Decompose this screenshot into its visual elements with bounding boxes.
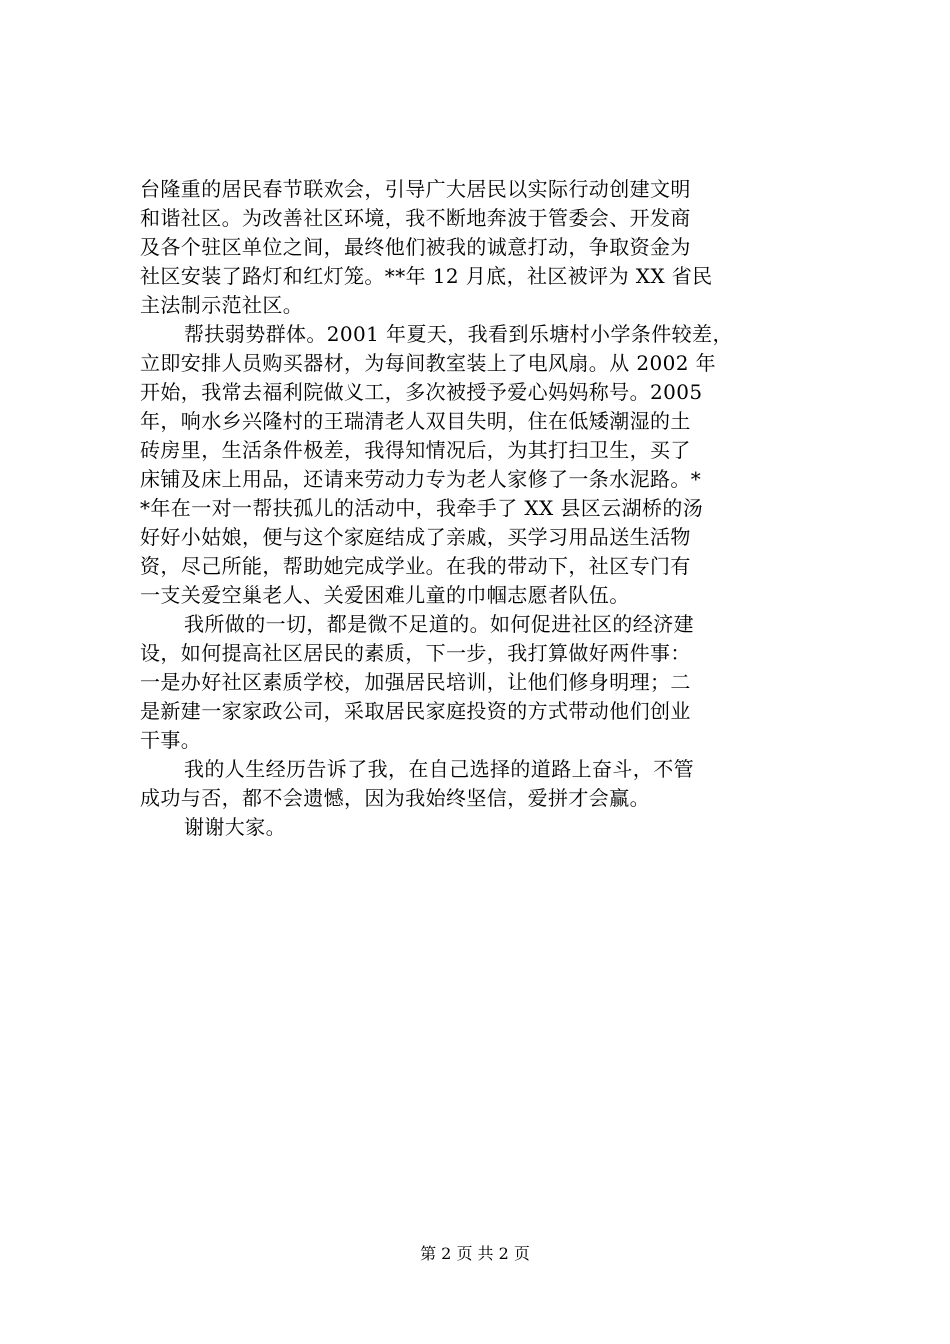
document-body	[140, 175, 840, 842]
text-line: 社区安装了路灯和红灯笼。**年 12 月底，社区被评为 XX 省民	[140, 264, 713, 288]
text-line: 床铺及床上用品，还请来劳动力专为老人家修了一条水泥路。*	[140, 467, 702, 491]
text-line: 干事。	[140, 728, 202, 752]
paragraph-start-line: 我的人生经历告诉了我，在自己选择的道路上奋斗，不管	[184, 757, 694, 781]
text-line: 砖房里，生活条件极差，我得知情况后，为其打扫卫生，买了	[140, 438, 691, 462]
text-line: 开始，我常去福利院做义工，多次被授予爱心妈妈称号。2005	[140, 380, 703, 404]
text-line: *年在一对一帮扶孤儿的活动中，我牵手了 XX 县区云湖桥的汤	[140, 496, 704, 520]
text-line: 资，尽己所能，帮助她完成学业。在我的带动下，社区专门有	[140, 554, 691, 578]
text-line: 好好小姑娘，便与这个家庭结成了亲戚，买学习用品送生活物	[140, 525, 691, 549]
paragraph-start-line: 帮扶弱势群体。2001 年夏天，我看到乐塘村小学条件较差，	[184, 322, 733, 346]
text-line: 及各个驻区单位之间，最终他们被我的诚意打动，争取资金为	[140, 235, 691, 259]
text-line: 一是办好社区素质学校，加强居民培训，让他们修身明理；二	[140, 670, 691, 694]
text-line: 年，响水乡兴隆村的王瑞清老人双目失明，住在低矮潮湿的土	[140, 409, 691, 433]
text-line: 设，如何提高社区居民的素质，下一步，我打算做好两件事：	[140, 641, 691, 665]
paragraph-start-line: 谢谢大家。	[184, 815, 286, 839]
text-line: 立即安排人员购买器材，为每间教室装上了电风扇。从 2002 年	[140, 351, 717, 375]
page-number-footer: 第 2 页 共 2 页	[420, 1244, 530, 1263]
text-line: 主法制示范社区。	[140, 293, 304, 317]
text-line: 台隆重的居民春节联欢会，引导广大居民以实际行动创建文明	[140, 177, 691, 201]
text-line: 成功与否，都不会遗憾，因为我始终坚信，爱拼才会赢。	[140, 786, 650, 810]
text-line: 和谐社区。为改善社区环境，我不断地奔波于管委会、开发商	[140, 206, 691, 230]
paragraph-start-line: 我所做的一切，都是微不足道的。如何促进社区的经济建	[184, 612, 694, 636]
text-line: 一支关爱空巢老人、关爱困难儿童的巾帼志愿者队伍。	[140, 583, 630, 607]
text-line: 是新建一家家政公司，采取居民家庭投资的方式带动他们创业	[140, 699, 691, 723]
